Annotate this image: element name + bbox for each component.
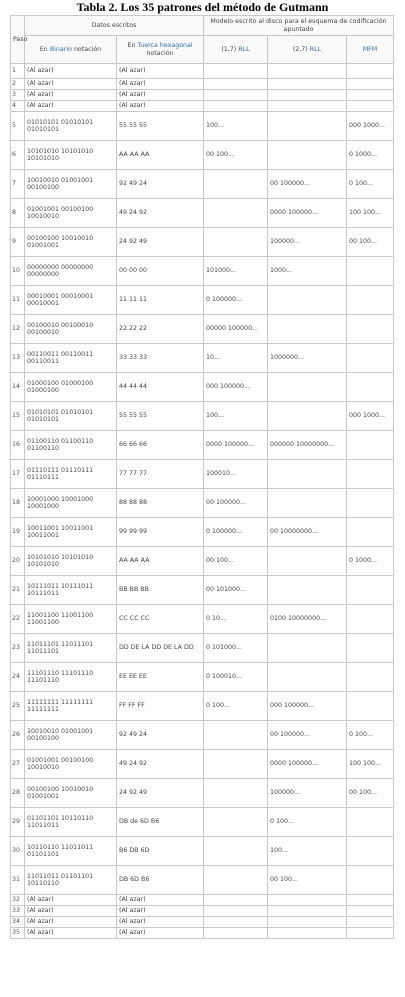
binary-cell: (Al azar) (25, 906, 117, 917)
rll27-cell (268, 634, 347, 663)
hex-cell: BB BB BB (117, 576, 204, 605)
hex-cell: 49 24 92 (117, 199, 204, 228)
step-cell: 12 (11, 315, 25, 344)
table-row (11, 808, 394, 837)
table-row (11, 90, 394, 101)
step-cell: 8 (11, 199, 25, 228)
header-paso: Paso (11, 16, 25, 64)
mfm-cell (347, 489, 394, 518)
step-cell: 24 (11, 663, 25, 692)
hex-cell: (Al azar) (117, 906, 204, 917)
mfm-cell: 0 1000... (347, 547, 394, 576)
binary-cell: (Al azar) (25, 928, 117, 939)
rll17-cell: 0 100010... (204, 663, 268, 692)
hex-cell: 44 44 44 (117, 373, 204, 402)
mfm-cell (347, 286, 394, 315)
hex-cell: (Al azar) (117, 101, 204, 112)
binary-cell: 00000000 00000000 00000000 (25, 257, 117, 286)
table-row (11, 663, 394, 692)
rll17-cell (204, 779, 268, 808)
rll17-cell (204, 906, 268, 917)
rll27-cell (268, 315, 347, 344)
rll27-cell (268, 141, 347, 170)
hex-cell: CC CC CC (117, 605, 204, 634)
rll27-cell: 100000... (268, 228, 347, 257)
binary-cell: (Al azar) (25, 79, 117, 90)
rll17-cell (204, 228, 268, 257)
rll27-cell (268, 101, 347, 112)
step-cell: 9 (11, 228, 25, 257)
rll27-cell: 0100 10000000... (268, 605, 347, 634)
rll27-cell (268, 112, 347, 141)
rll17-cell (204, 64, 268, 79)
rll17-cell: 00 100... (204, 547, 268, 576)
mfm-cell: 00 100... (347, 228, 394, 257)
mfm-cell (347, 605, 394, 634)
step-cell: 6 (11, 141, 25, 170)
binary-cell: 00100010 00100010 00100010 (25, 315, 117, 344)
step-cell: 31 (11, 866, 25, 895)
rll17-cell: 00 100... (204, 141, 268, 170)
mfm-cell (347, 906, 394, 917)
step-cell: 28 (11, 779, 25, 808)
mfm-cell: 0 1000... (347, 141, 394, 170)
rll17-cell: 0 100000... (204, 518, 268, 547)
rll17-cell: 10... (204, 344, 268, 373)
rll27-cell (268, 79, 347, 90)
hex-cell: FF FF FF (117, 692, 204, 721)
rll17-cell (204, 170, 268, 199)
rll27-cell (268, 576, 347, 605)
mfm-cell (347, 101, 394, 112)
table-row (11, 866, 394, 895)
rll17-cell: 0 101000... (204, 634, 268, 663)
header-hex-suffix: notación (146, 49, 174, 57)
rll17-cell: 0 100... (204, 692, 268, 721)
header-mfm (347, 36, 394, 64)
tuerca-hexagonal-link[interactable]: Tuerca hexagonal (137, 42, 193, 50)
table-row (11, 431, 394, 460)
mfm-cell (347, 895, 394, 906)
table-row (11, 928, 394, 939)
rll17-cell: 100... (204, 112, 268, 141)
header-hex (117, 36, 204, 64)
mfm-cell: 0 100... (347, 721, 394, 750)
step-cell: 23 (11, 634, 25, 663)
binary-cell: 01000100 01000100 01000100 (25, 373, 117, 402)
rll17-cell: 00 100000... (204, 489, 268, 518)
binary-cell: 11101110 11101110 11101110 (25, 663, 117, 692)
mfm-cell (347, 79, 394, 90)
binary-cell: (Al azar) (25, 64, 117, 79)
rll27-cell: 000 100000... (268, 692, 347, 721)
rll27-cell: 000000 10000000... (268, 431, 347, 460)
binary-cell: 10011001 10011001 10011001 (25, 518, 117, 547)
rll17-cell: 100... (204, 402, 268, 431)
mfm-cell (347, 373, 394, 402)
rll17-cell (204, 199, 268, 228)
table-header (11, 16, 394, 64)
hex-cell: (Al azar) (117, 79, 204, 90)
step-cell: 30 (11, 837, 25, 866)
header-modelo-escrito: Modelo escrito al disco para el esquema de codificación apuntado (204, 16, 394, 36)
rll27-cell (268, 64, 347, 79)
binary-cell: 10001000 10001000 10001000 (25, 489, 117, 518)
step-cell: 22 (11, 605, 25, 634)
hex-cell: (Al azar) (117, 64, 204, 79)
hex-cell: DD DE LA DD DE LA DD (117, 634, 204, 663)
table-row (11, 837, 394, 866)
rll27-cell: 0 100... (268, 808, 347, 837)
step-cell: 33 (11, 906, 25, 917)
binary-cell: 01101101 10110110 11011011 (25, 808, 117, 837)
table-row (11, 605, 394, 634)
step-cell: 27 (11, 750, 25, 779)
binary-cell: 00010001 00010001 00010001 (25, 286, 117, 315)
header-binario (25, 36, 117, 64)
step-cell: 3 (11, 90, 25, 101)
table-row (11, 257, 394, 286)
hex-cell: 92 49 24 (117, 721, 204, 750)
rll27-cell (268, 373, 347, 402)
table-row (11, 112, 394, 141)
binary-cell: 10010010 01001001 00100100 (25, 721, 117, 750)
table-row (11, 315, 394, 344)
mfm-cell (347, 634, 394, 663)
binary-cell: 01001001 00100100 10010010 (25, 199, 117, 228)
binary-cell: 10111011 10111011 10111011 (25, 576, 117, 605)
hex-cell: 24 92 49 (117, 228, 204, 257)
rll27-cell: 100000... (268, 779, 347, 808)
binary-cell: 01010101 01010101 01010101 (25, 112, 117, 141)
binary-cell: 11011101 11011101 11011101 (25, 634, 117, 663)
rll17-cell (204, 90, 268, 101)
rll17-cell (204, 79, 268, 90)
rll27-cell (268, 895, 347, 906)
step-cell: 5 (11, 112, 25, 141)
hex-cell: 00 00 00 (117, 257, 204, 286)
step-cell: 26 (11, 721, 25, 750)
hex-cell: AA AA AA (117, 141, 204, 170)
step-cell: 15 (11, 402, 25, 431)
rll27-cell (268, 547, 347, 576)
table-row (11, 373, 394, 402)
hex-cell: 66 66 66 (117, 431, 204, 460)
mfm-cell (347, 64, 394, 79)
rll27-cell (268, 663, 347, 692)
step-cell: 20 (11, 547, 25, 576)
header-rll27-prefix: (2,7) (292, 45, 310, 53)
table-row (11, 141, 394, 170)
step-cell: 25 (11, 692, 25, 721)
rll27-cell: 1000... (268, 257, 347, 286)
binary-cell: 00100100 10010010 01001001 (25, 228, 117, 257)
binary-cell: (Al azar) (25, 101, 117, 112)
rll17-cell (204, 808, 268, 837)
table-row (11, 917, 394, 928)
step-cell: 34 (11, 917, 25, 928)
rll17-cell (204, 750, 268, 779)
rll27-cell: 00 10000000... (268, 518, 347, 547)
binary-cell: 01001001 00100100 10010010 (25, 750, 117, 779)
step-cell: 19 (11, 518, 25, 547)
step-cell: 7 (11, 170, 25, 199)
binary-cell: (Al azar) (25, 917, 117, 928)
rll17-cell (204, 721, 268, 750)
hex-cell: 22 22 22 (117, 315, 204, 344)
mfm-cell (347, 518, 394, 547)
binary-cell: 01100110 01100110 01100110 (25, 431, 117, 460)
table-row (11, 576, 394, 605)
mfm-cell (347, 257, 394, 286)
hex-cell: 77 77 77 (117, 460, 204, 489)
hex-cell: EE EE EE (117, 663, 204, 692)
hex-cell: 24 92 49 (117, 779, 204, 808)
binary-cell: 10101010 10101010 10101010 (25, 141, 117, 170)
gutmann-table (10, 15, 394, 939)
mfm-cell: 000 1000... (347, 112, 394, 141)
binary-cell: (Al azar) (25, 90, 117, 101)
header-rll17-prefix: (1,7) (221, 45, 239, 53)
hex-cell: 55 55 55 (117, 402, 204, 431)
step-cell: 35 (11, 928, 25, 939)
mfm-cell (347, 692, 394, 721)
rll17-cell: 100010... (204, 460, 268, 489)
table-row (11, 79, 394, 90)
rll17-cell: 101000... (204, 257, 268, 286)
table-row (11, 518, 394, 547)
mfm-cell: 00 100... (347, 779, 394, 808)
rll27-cell (268, 489, 347, 518)
table-row (11, 779, 394, 808)
header-hex-prefix: En (127, 42, 138, 50)
rll27-cell (268, 917, 347, 928)
binario-link[interactable]: Binario (49, 45, 72, 53)
binary-cell: (Al azar) (25, 895, 117, 906)
binary-cell: 11111111 11111111 11111111 (25, 692, 117, 721)
table-caption: Tabla 2. Los 35 patrones del método de Gutmann (76, 0, 329, 14)
hex-cell: 49 24 92 (117, 750, 204, 779)
table-row (11, 286, 394, 315)
binary-cell: 11001100 11001100 11001100 (25, 605, 117, 634)
rll27-cell: 0000 100000... (268, 199, 347, 228)
hex-cell: AA AA AA (117, 547, 204, 576)
hex-cell: 11 11 11 (117, 286, 204, 315)
step-cell: 29 (11, 808, 25, 837)
table-row (11, 692, 394, 721)
rll17-cell: 00 101000... (204, 576, 268, 605)
hex-cell: 33 33 33 (117, 344, 204, 373)
hex-cell: (Al azar) (117, 895, 204, 906)
table-row (11, 906, 394, 917)
step-cell: 13 (11, 344, 25, 373)
hex-cell: DB 6D B6 (117, 866, 204, 895)
rll17-cell: 000 100000... (204, 373, 268, 402)
mfm-cell: 000 1000... (347, 402, 394, 431)
rll17-cell (204, 866, 268, 895)
mfm-cell (347, 431, 394, 460)
binary-cell: 11011011 01101101 10110110 (25, 866, 117, 895)
table-row (11, 489, 394, 518)
table-row (11, 199, 394, 228)
rll27-cell (268, 928, 347, 939)
rll17-cell: 00000 100000... (204, 315, 268, 344)
rll27-cell (268, 90, 347, 101)
rll17-cell: 0000 100000... (204, 431, 268, 460)
header-rll17 (204, 36, 268, 64)
table-row (11, 228, 394, 257)
step-cell: 10 (11, 257, 25, 286)
hex-cell: 92 49 24 (117, 170, 204, 199)
header-binario-suffix: notación (71, 45, 102, 53)
step-cell: 2 (11, 79, 25, 90)
binary-cell: 10101010 10101010 10101010 (25, 547, 117, 576)
hex-cell: B6 DB 6D (117, 837, 204, 866)
rll17-cell (204, 917, 268, 928)
mfm-cell (347, 808, 394, 837)
rll27-cell: 100... (268, 837, 347, 866)
mfm-cell: 100 100... (347, 750, 394, 779)
hex-cell: DB de 6D B6 (117, 808, 204, 837)
step-cell: 32 (11, 895, 25, 906)
mfm-cell (347, 90, 394, 101)
mfm-cell (347, 344, 394, 373)
step-cell: 11 (11, 286, 25, 315)
table-row (11, 547, 394, 576)
rll27-cell (268, 286, 347, 315)
step-cell: 16 (11, 431, 25, 460)
table-row (11, 721, 394, 750)
table-row (11, 402, 394, 431)
rll27-cell: 00 100000... (268, 170, 347, 199)
table-row (11, 101, 394, 112)
mfm-cell (347, 576, 394, 605)
rll27-cell (268, 402, 347, 431)
step-cell: 4 (11, 101, 25, 112)
mfm-cell: 100 100... (347, 199, 394, 228)
binary-cell: 01110111 01110111 01110111 (25, 460, 117, 489)
mfm-cell (347, 460, 394, 489)
hex-cell: 99 99 99 (117, 518, 204, 547)
step-cell: 18 (11, 489, 25, 518)
binary-cell: 10110110 11011011 01101101 (25, 837, 117, 866)
rll27-link[interactable]: RLL (309, 45, 322, 53)
rll27-cell: 00 100... (268, 866, 347, 895)
header-rll27 (268, 36, 347, 64)
step-cell: 14 (11, 373, 25, 402)
step-cell: 1 (11, 64, 25, 79)
rll27-cell (268, 460, 347, 489)
rll17-cell: 0 10... (204, 605, 268, 634)
hex-cell: (Al azar) (117, 90, 204, 101)
table-row (11, 750, 394, 779)
table-row (11, 634, 394, 663)
rll17-cell (204, 928, 268, 939)
step-cell: 21 (11, 576, 25, 605)
table-row (11, 895, 394, 906)
table-row (11, 64, 394, 79)
rll27-cell: 0000 100000... (268, 750, 347, 779)
header-binario-prefix: En (39, 45, 50, 53)
mfm-cell (347, 837, 394, 866)
table-row (11, 460, 394, 489)
hex-cell: (Al azar) (117, 928, 204, 939)
mfm-link[interactable]: MFM (362, 45, 378, 53)
mfm-cell (347, 315, 394, 344)
table-row (11, 344, 394, 373)
hex-cell: (Al azar) (117, 917, 204, 928)
mfm-cell (347, 663, 394, 692)
rll17-cell (204, 101, 268, 112)
step-cell: 17 (11, 460, 25, 489)
mfm-cell (347, 928, 394, 939)
table-row (11, 170, 394, 199)
mfm-cell (347, 917, 394, 928)
rll17-cell (204, 837, 268, 866)
binary-cell: 10010010 01001001 00100100 (25, 170, 117, 199)
mfm-cell (347, 866, 394, 895)
rll27-cell: 00 100000... (268, 721, 347, 750)
mfm-cell: 0 100... (347, 170, 394, 199)
hex-cell: 88 88 88 (117, 489, 204, 518)
rll27-cell (268, 906, 347, 917)
binary-cell: 01010101 01010101 01010101 (25, 402, 117, 431)
rll27-cell: 1000000... (268, 344, 347, 373)
table-body (11, 64, 394, 939)
binary-cell: 00100100 10010010 01001001 (25, 779, 117, 808)
binary-cell: 00110011 00110011 00110011 (25, 344, 117, 373)
header-datos-escritos: Datos escritos (25, 16, 204, 36)
hex-cell: 55 55 55 (117, 112, 204, 141)
rll17-link[interactable]: RLL (238, 45, 250, 53)
rll17-cell (204, 895, 268, 906)
rll17-cell: 0 100000... (204, 286, 268, 315)
